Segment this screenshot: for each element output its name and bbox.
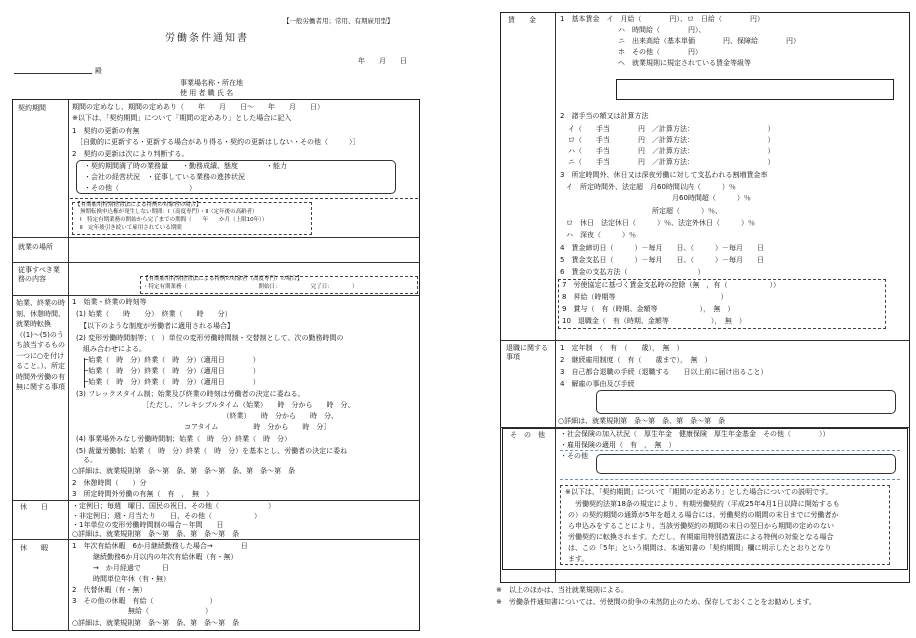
workplace-label: 就業の場所 <box>18 243 53 251</box>
hours-line: (2) 変形労働時間制等；（ ）単位の変形労働時間制・交替制として、次の勤務時間の <box>76 334 344 342</box>
hours-line: 【以下のような制度が労働者に適用される場合】 <box>80 322 234 330</box>
special-note: Ⅰ 特定有期業務の開始から完了までの期間（ 年 か月（上限10年）） <box>80 217 268 223</box>
holiday-line: ・非定例日；週・月当たり 日、その他（ ） <box>72 512 261 520</box>
wage-line: 8 昇給（時期等 ） <box>562 293 728 301</box>
explanation-title: ※以下は、「契約期間」について「期間の定めあり」とした場合についての説明です。 <box>565 488 833 496</box>
contract-line: 2 契約の更新は次により判断する。 <box>72 150 189 158</box>
leave-line: 継続勤務6か月以内の年次有給休暇（有・無） <box>72 553 238 561</box>
wage-line: 2 諸手当の額又は計算方法 <box>560 112 649 120</box>
hours-line: 2 休憩時間（ ）分 <box>72 479 147 487</box>
leave-line: 3 その他の休暇 有給（ ） <box>72 597 217 605</box>
premium-line: ハ 深夜（ ）％ <box>566 231 636 239</box>
holiday-detail-note: ○詳細は、就業規則第 条～第 条、第 条～第 条 <box>72 530 240 538</box>
wage-line: 10 退職金（ 有（時期、金額等 ）， 無 ） <box>562 317 746 325</box>
other-line: ・社会保険の加入状況（ 厚生年金 健康保険 厚生年金基金 その他（ ）） <box>560 430 830 438</box>
blue-separator <box>560 450 900 451</box>
wage-line: ホ その他（ 円） <box>618 48 702 56</box>
special-job-line: ・特定有期業務（ 開始日： 完了日： ） <box>143 284 358 290</box>
shift-line: ─始業（ 時 分）終業（ 時 分）（適用日 ） <box>84 378 260 386</box>
retirement-line: 3 自己都合退職の手続（退職する 日以上前に届け出ること） <box>560 368 768 376</box>
wages-label: 賃 金 <box>508 16 536 24</box>
addressee-underline <box>14 73 92 74</box>
hours-line: (5) 裁量労働制；始業（ 時 分）終業（ 時 分）を基本とし、労働者の決定に委ね <box>76 447 348 455</box>
contract-line: ・契約期間満了時の業務量 ・勤務成績、態度 ・能力 <box>84 162 287 170</box>
dismissal-reason-bracket[interactable] <box>596 390 896 414</box>
contract-line: ※以下は、「契約期間」について「期間の定めあり」とした場合に記入 <box>72 114 292 122</box>
retirement-line: 1 定年制 （ 有 （ 歳）， 無 ） <box>560 344 684 352</box>
holiday-line: ・定例日；毎週 曜日、国民の祝日、その他（ ） <box>72 502 275 510</box>
leave-line: → か月経過で 日 <box>72 564 169 572</box>
leave-label: 休 暇 <box>20 544 48 552</box>
special-note: Ⅱ 定年後引き続いて雇用されている期間 <box>80 225 182 231</box>
footer-note: ※ 以上のほかは、当社就業規則による。 <box>496 586 628 594</box>
wage-grade-input[interactable] <box>616 79 894 100</box>
wage-line: 9 賞与（ 有（時期、金額等 ）， 無 ） <box>562 305 735 313</box>
hours-line: 1 始業・終業の時刻等 <box>72 298 147 306</box>
contract-period-label: 契約期間 <box>18 104 46 112</box>
wage-line: ニ 出来高給（基本単価 円、保障給 円） <box>618 37 800 45</box>
allowance-line: ハ（ 手当 円 ／計算方法： ） <box>568 147 775 155</box>
special-job-note: 【有期雇用特別措置法による特例の対象者（高度専門）の場合】 <box>143 276 303 282</box>
retirement-line: 4 解雇の事由及び手続 <box>560 380 635 388</box>
leave-detail-note: ○詳細は、就業規則第 条～第 条、第 条～第 条 <box>72 619 240 627</box>
explanation-line: は、この「5年」という期間は、本通知書の「契約期間」欄に明示したとおりとなり <box>568 544 832 552</box>
section-separator <box>70 198 418 199</box>
row-divider <box>500 340 910 341</box>
blue-separator <box>560 479 900 480</box>
row-divider <box>12 539 420 540</box>
row-divider <box>12 500 420 501</box>
explanation-line: 労働契約法第18条の規定により、有期労働契約（平成25年4月1日以降に開始するも <box>575 500 840 508</box>
contract-line: ・会社の経営状況 ・従事している業務の進捗状況 <box>84 173 245 181</box>
document-title: 労働条件通知書 <box>165 33 249 44</box>
leave-line: 1 年次有給休暇 6か月継続勤務した場合→ 日 <box>72 542 248 550</box>
special-note: 無期転換申込権が発生しない期間：Ⅰ（高度専門）・Ⅱ（定年後の高齢者） <box>80 209 258 215</box>
special-note: 【有期雇用特別措置法による特例の対象者の場合】 <box>75 202 202 208</box>
retirement-line: 2 継続雇用制度（ 有（ 歳まで）， 無 ） <box>560 356 712 364</box>
flex-line: （終業） 時 分から 時 分、 <box>142 412 338 420</box>
allowance-line: ニ（ 手当 円 ／計算方法： ） <box>568 158 775 166</box>
footer-note: ※ 労働条件通知書については、労使間の紛争の未然防止のため、保存しておくことをお勧めします。 <box>496 598 816 606</box>
flex-line: コアタイム 時 分から 時 分］ <box>142 423 331 431</box>
contract-line: ［自動的に更新する・更新する場合があり得る・契約の更新はしない・その他（ ）］ <box>76 138 360 146</box>
date-line: 年 月 日 <box>358 57 407 65</box>
hours-line: 組み合わせによる。 <box>76 345 146 353</box>
explanation-line: 労働契約に転換されます。ただし、有期雇用特別措置法による特例の対象となる場合 <box>568 533 834 541</box>
explanation-line: ら申込みをすることにより、当該労働契約の期間の末日の翌日から期間の定めのない <box>568 522 834 530</box>
retirement-detail-note: ○詳細は、就業規則第 条～第 条、第 条～第 条 <box>558 417 726 425</box>
hours-line: 3 所定時間外労働の有無（ 有 ， 無 ） <box>72 490 213 498</box>
other-notes-bracket[interactable] <box>596 454 896 474</box>
premium-line: イ 所定時間外、法定超 月60時間以内（ ）％ <box>566 183 736 191</box>
wage-line: ハ 時間給（ 円）、 <box>618 26 706 34</box>
holidays-label: 休 日 <box>20 503 48 511</box>
hours-detail-note: ○詳細は、就業規則第 条～第 条、第 条～第 条、第 条～第 条 <box>72 467 296 475</box>
form-type: 【一般労働者用；常用、有期雇用型】 <box>283 17 394 25</box>
contract-line: ・その他（ ） <box>84 184 196 192</box>
other-line: ・その他 <box>560 452 588 460</box>
row-divider <box>12 237 420 238</box>
job-content-label: 従事すべき業務の内容 <box>18 266 60 283</box>
allowance-line: イ（ 手当 円 ／計算方法： ） <box>568 125 775 133</box>
row-divider <box>12 295 420 296</box>
allowance-line: ロ（ 手当 円 ／計算方法： ） <box>568 136 775 144</box>
leave-line: 2 代替休暇（有・無） <box>72 586 147 594</box>
premium-line: 所定超（ ）％、 <box>652 207 722 215</box>
wage-line: 5 賃金支払日（ ）－毎月 日、（ ）－毎月 日 <box>560 256 764 264</box>
contract-line: 期間の定めなし、期間の定めあり（ 年 月 日～ 年 月 日） <box>72 103 324 111</box>
employer-address-label: 事業場名称・所在地 <box>180 79 243 87</box>
holiday-line: ・1年単位の変形労働時間制の場合－年間 日 <box>72 521 224 529</box>
hours-line: (1) 始業（ 時 分） 終業（ 時 分） <box>76 310 232 318</box>
wage-line: 4 賃金締切日（ ）－毎月 日、（ ）－毎月 日 <box>560 244 764 252</box>
shift-line: ─始業（ 時 分）終業（ 時 分）（適用日 ） <box>84 367 260 375</box>
wage-line: 1 基本賃金 イ 月給（ 円）、ロ 日給（ 円） <box>560 15 764 23</box>
wage-line: 7 労使協定に基づく賃金支払時の控除（無 ，有（ ）） <box>562 281 780 289</box>
flex-line: ［ただし、フレキシブルタイム（始業） 時 分から 時 分、 <box>142 401 355 409</box>
explanation-line: の）の契約期間の通算が5年を超える場合には、労働契約の期間の末日までに労働者か <box>568 511 839 519</box>
hours-line: (4) 事業場外みなし労働時間制；始業（ 時 分）終業（ 時 分） <box>76 435 292 443</box>
leave-line: 時間単位年休（有・無） <box>72 575 170 583</box>
premium-line: 月60時間超（ ）％ <box>672 194 751 202</box>
wage-line: 6 賃金の支払方法（ ） <box>560 268 705 276</box>
wage-line: 3 所定時間外、休日又は深夜労働に対して支払われる割増賃金率 <box>560 171 768 179</box>
left-label-column-divider <box>68 99 69 631</box>
row-divider <box>12 262 420 263</box>
contract-line: 1 契約の更新の有無 <box>72 127 140 135</box>
shift-line: ─始業（ 時 分）終業（ 時 分）（適用日 ） <box>84 356 260 364</box>
others-label: そ の 他 <box>510 431 545 439</box>
other-line: ・雇用保険の適用（ 有 ， 無 ） <box>560 441 676 449</box>
employer-name-label: 使 用 者 職 氏 名 <box>180 89 234 97</box>
premium-line: ロ 休日 法定休日（ ）％、法定外休日（ ）％ <box>566 219 755 227</box>
hours-line: (3) フレックスタイム制；始業及び終業の時刻は労働者の決定に委ねる。 <box>76 390 305 398</box>
wage-line: ヘ 就業規則に規定されている賃金等級等 <box>618 59 751 67</box>
hours-line: る。 <box>76 456 97 464</box>
working-hours-label: 始業、終業の時刻、休憩時間、就業時転換（(1)～(5)のうち該当するもの一つに○を付けること。）、所定時間外労働の有無に関する事項 <box>16 299 65 391</box>
retirement-label: 退職に関する事項 <box>506 344 548 361</box>
leave-line: 無給（ ） <box>72 607 212 615</box>
addressee-suffix: 殿 <box>95 67 102 75</box>
explanation-line: ます。 <box>568 555 589 563</box>
